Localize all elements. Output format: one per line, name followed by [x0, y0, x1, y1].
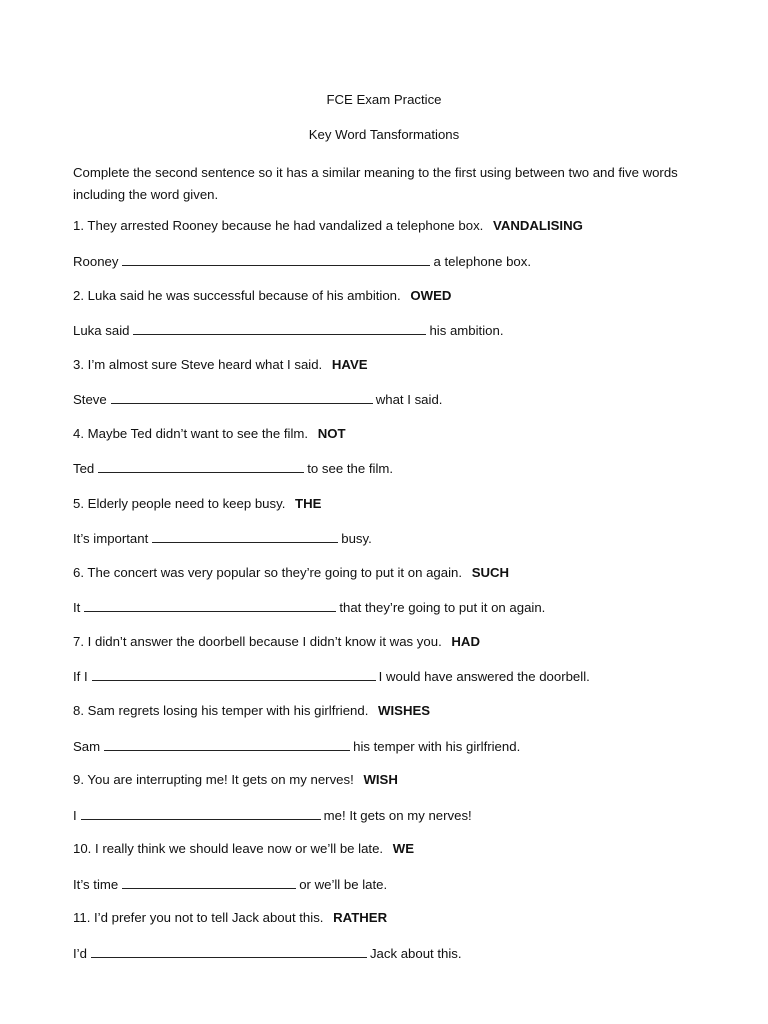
- question-7-answer: [73, 668, 590, 685]
- question-prompt-text: 10. I really think we should leave now or we’ll be late.: [73, 841, 384, 856]
- question-keyword: VANDALISING: [493, 218, 583, 233]
- answer-lead-text: Sam: [73, 739, 101, 754]
- question-1-answer: [73, 253, 531, 270]
- question-6-prompt: [73, 565, 509, 581]
- answer-blank[interactable]: [91, 945, 367, 958]
- answer-trail-text: his ambition.: [429, 323, 504, 338]
- question-7-prompt: [73, 634, 480, 650]
- instructions: Complete the second sentence so it has a similar meaning to the first using between two and five words including the word given.: [73, 165, 678, 202]
- question-prompt-text: 4. Maybe Ted didn’t want to see the film.: [73, 426, 309, 441]
- question-prompt-text: 3. I’m almost sure Steve heard what I said.: [73, 357, 323, 372]
- answer-trail-text: his temper with his girlfriend.: [353, 739, 521, 754]
- question-5-prompt: [73, 496, 321, 512]
- answer-blank[interactable]: [81, 807, 321, 820]
- answer-blank[interactable]: [122, 876, 296, 889]
- question-6-answer: [73, 599, 545, 616]
- answer-lead-text: I: [73, 808, 77, 823]
- answer-trail-text: that they’re going to put it on again.: [339, 600, 546, 615]
- answer-trail-text: to see the film.: [307, 461, 394, 476]
- answer-lead-text: Ted: [73, 461, 95, 476]
- question-prompt-text: 7. I didn’t answer the doorbell because I didn’t know it was you.: [73, 634, 442, 649]
- question-keyword: RATHER: [333, 910, 388, 925]
- answer-blank[interactable]: [122, 253, 430, 266]
- question-5-answer: [73, 530, 372, 547]
- question-prompt-text: 8. Sam regrets losing his temper with his girlfriend.: [73, 703, 369, 718]
- question-keyword: THE: [295, 496, 322, 511]
- page-subtitle: Key Word Tansformations: [308, 127, 460, 142]
- question-prompt-text: 6. The concert was very popular so they’re going to put it on again.: [73, 565, 463, 580]
- question-prompt-text: 5. Elderly people need to keep busy.: [73, 496, 286, 511]
- question-11-answer: [73, 945, 462, 962]
- answer-trail-text: me! It gets on my nerves!: [323, 808, 472, 823]
- question-3-prompt: [73, 357, 368, 373]
- question-keyword: NOT: [317, 426, 346, 441]
- answer-trail-text: or we’ll be late.: [299, 877, 388, 892]
- answer-lead-text: I’d: [73, 946, 87, 961]
- question-3-answer: [73, 391, 442, 408]
- answer-blank[interactable]: [104, 738, 350, 751]
- answer-blank[interactable]: [152, 530, 338, 543]
- answer-lead-text: It’s important: [73, 531, 149, 546]
- answer-lead-text: It’s time: [73, 877, 119, 892]
- question-10-prompt: [73, 841, 414, 857]
- question-keyword: HAD: [451, 634, 480, 649]
- answer-blank[interactable]: [84, 599, 336, 612]
- answer-lead-text: Steve: [73, 392, 107, 407]
- question-keyword: WISHES: [378, 703, 431, 718]
- question-keyword: WE: [392, 841, 414, 856]
- question-keyword: HAVE: [331, 357, 368, 372]
- question-prompt-text: 9. You are interrupting me! It gets on my nerves!: [73, 772, 354, 787]
- question-keyword: WISH: [363, 772, 398, 787]
- answer-trail-text: I would have answered the doorbell.: [378, 669, 590, 684]
- question-9-prompt: [73, 772, 398, 788]
- question-4-answer: [73, 460, 393, 477]
- answer-trail-text: busy.: [341, 531, 372, 546]
- question-prompt-text: 1. They arrested Rooney because he had vandalized a telephone box.: [73, 218, 484, 233]
- question-1-prompt: [73, 218, 583, 234]
- question-9-answer: [73, 807, 472, 824]
- answer-lead-text: It: [73, 600, 81, 615]
- question-2-prompt: [73, 288, 451, 304]
- answer-trail-text: what I said.: [375, 392, 443, 407]
- answer-lead-text: Rooney: [73, 254, 119, 269]
- question-keyword: OWED: [410, 288, 452, 303]
- question-2-answer: [73, 322, 504, 339]
- answer-blank[interactable]: [92, 668, 376, 681]
- page-title: FCE Exam Practice: [326, 92, 442, 107]
- question-8-answer: [73, 738, 520, 755]
- answer-trail-text: Jack about this.: [369, 946, 462, 961]
- question-4-prompt: [73, 426, 346, 442]
- answer-blank[interactable]: [133, 322, 426, 335]
- question-keyword: SUCH: [471, 565, 510, 580]
- answer-trail-text: a telephone box.: [433, 254, 531, 269]
- answer-blank[interactable]: [111, 391, 373, 404]
- answer-lead-text: If I: [73, 669, 88, 684]
- question-8-prompt: [73, 703, 430, 719]
- question-11-prompt: [73, 910, 387, 926]
- answer-lead-text: Luka said: [73, 323, 130, 338]
- answer-blank[interactable]: [98, 460, 304, 473]
- question-prompt-text: 11. I’d prefer you not to tell Jack about this.: [73, 910, 324, 925]
- question-prompt-text: 2. Luka said he was successful because of his ambition.: [73, 288, 401, 303]
- question-10-answer: [73, 876, 387, 893]
